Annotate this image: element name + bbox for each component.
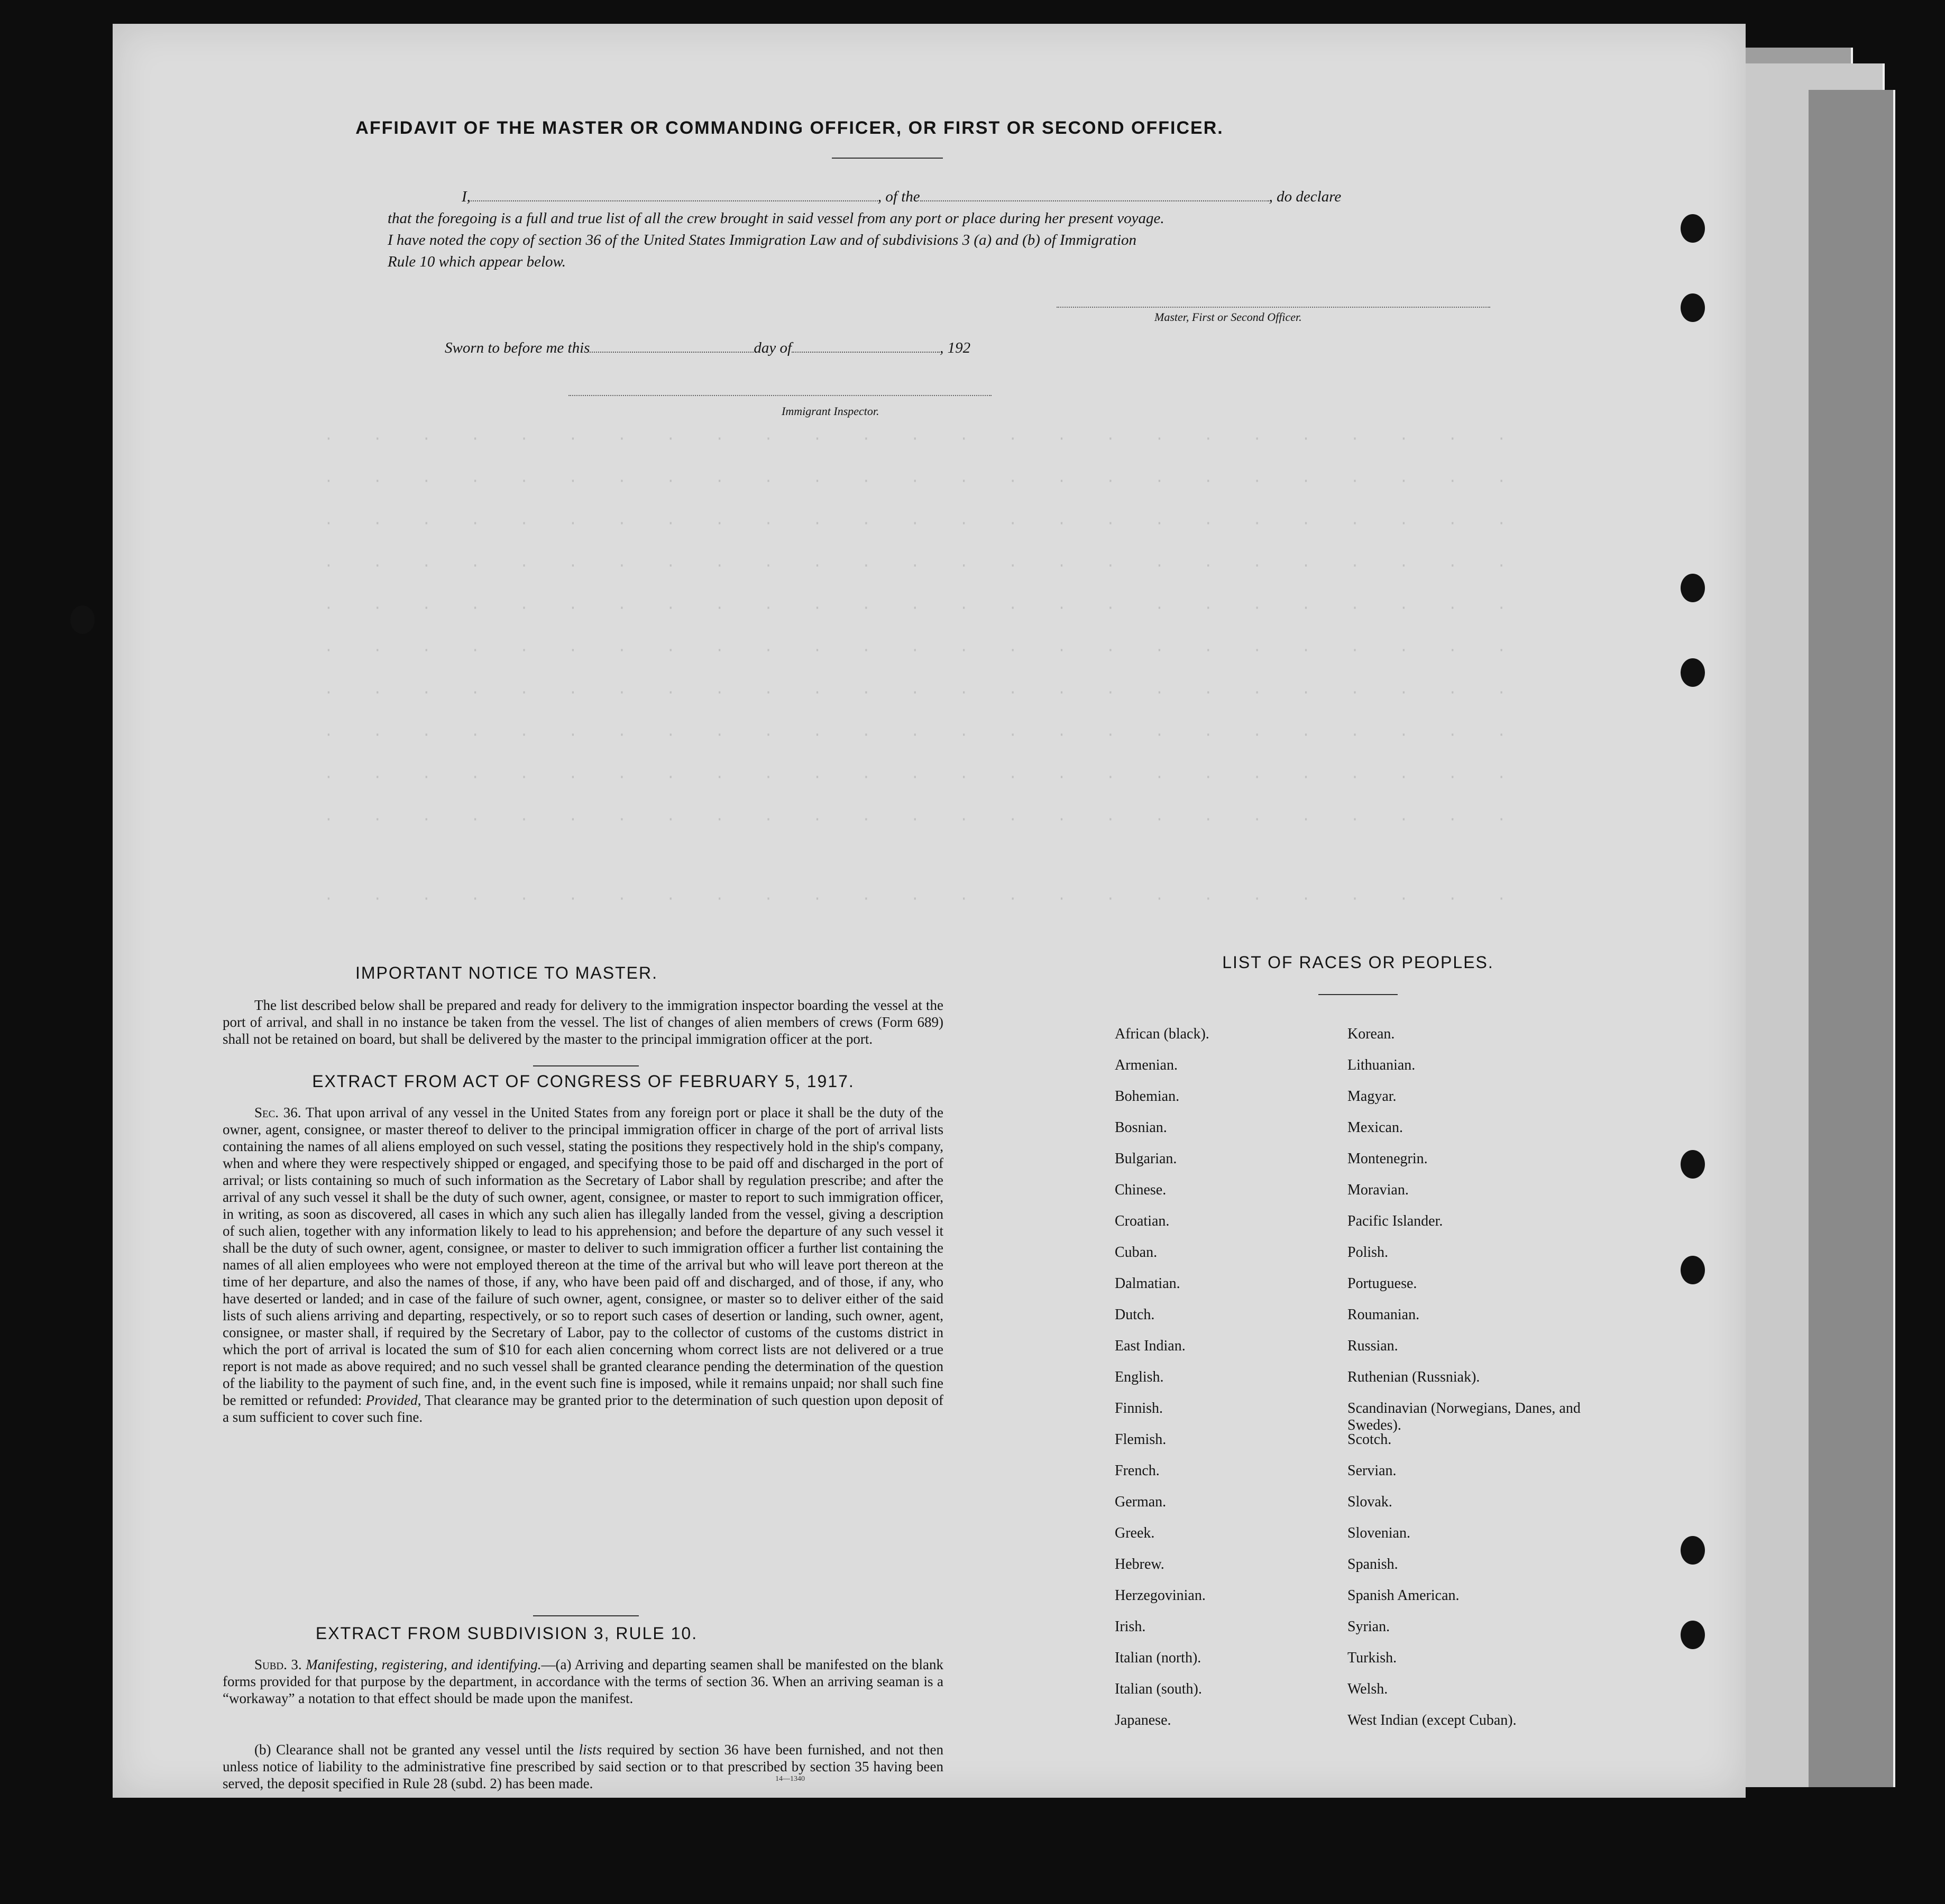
inspector-signature-line[interactable] <box>568 395 992 396</box>
punch-hole <box>1681 658 1705 687</box>
race-item: Italian (north). <box>1115 1650 1201 1666</box>
affidavit-do-declare: , do declare <box>1269 188 1342 205</box>
race-item: Ruthenian (Russniak). <box>1347 1369 1480 1385</box>
race-item: Chinese. <box>1115 1182 1167 1198</box>
race-item: Portuguese. <box>1347 1275 1417 1292</box>
lists-word: lists <box>579 1742 602 1758</box>
sworn-label: Sworn to before me this <box>445 339 590 356</box>
subdivision-label: Subd. 3. <box>254 1657 302 1672</box>
affidavit-title: AFFIDAVIT OF THE MASTER OR COMMANDING OFFICER, OR FIRST OR SECOND OFFICER. <box>355 118 1224 138</box>
rule-extract-title: EXTRACT FROM SUBDIVISION 3, RULE 10. <box>315 1624 698 1643</box>
punch-hole <box>1681 1621 1705 1649</box>
race-item: Cuban. <box>1115 1244 1158 1261</box>
affidavit-of-the: , of the <box>877 188 920 205</box>
race-item: Lithuanian. <box>1347 1057 1416 1073</box>
race-item: Montenegrin. <box>1347 1151 1428 1167</box>
race-item: Scandinavian (Norwegians, Danes, and Swedes). <box>1347 1400 1581 1433</box>
race-item: Slovenian. <box>1347 1525 1410 1541</box>
race-item: Bosnian. <box>1115 1119 1167 1136</box>
race-item: Finnish. <box>1115 1400 1163 1416</box>
race-item: Servian. <box>1347 1463 1397 1479</box>
year-label: , 192 <box>940 339 971 356</box>
race-item: Croatian. <box>1115 1213 1170 1229</box>
provided-word: Provided, <box>365 1392 421 1408</box>
race-item: French. <box>1115 1463 1160 1479</box>
notice-title: IMPORTANT NOTICE TO MASTER. <box>355 963 658 982</box>
sworn-day-blank[interactable] <box>590 340 754 353</box>
inspector-signature-label: Immigrant Inspector. <box>782 404 879 418</box>
master-signature-line[interactable] <box>1057 307 1490 308</box>
race-item: Mexican. <box>1347 1119 1403 1136</box>
subdivision-b-text <box>223 1741 943 1792</box>
race-item: English. <box>1115 1369 1164 1385</box>
sworn-line <box>445 337 1185 359</box>
affidavit-i-label: I, <box>462 188 471 205</box>
punch-hole <box>1681 1536 1705 1565</box>
punch-hole <box>70 605 95 634</box>
punch-hole <box>1681 574 1705 602</box>
race-item: Pacific Islander. <box>1347 1213 1443 1229</box>
subdivision-a-text <box>223 1656 943 1707</box>
affidavit-line-1 <box>388 186 1498 208</box>
race-item: Italian (south). <box>1115 1681 1202 1697</box>
master-signature-label: Master, First or Second Officer. <box>1154 310 1302 324</box>
race-item: German. <box>1115 1494 1167 1510</box>
notice-divider <box>533 1065 639 1066</box>
race-item: African (black). <box>1115 1026 1209 1042</box>
races-left-column <box>1115 1026 1337 1743</box>
act-divider <box>533 1615 639 1616</box>
subdivision-a-body: —(a) Arriving and departing seamen shall be manifested on the blank forms provided for that purpose by the department, in accordance with the terms of section 36. When an arriving seaman is a “workaway” a notation to that effect should be made upon the manifest. <box>223 1657 943 1706</box>
race-item: Korean. <box>1347 1026 1395 1042</box>
race-item: Dutch. <box>1115 1307 1155 1323</box>
race-item: Dalmatian. <box>1115 1275 1180 1292</box>
race-item: East Indian. <box>1115 1338 1186 1354</box>
affidavit-line-2: that the foregoing is a full and true list of all the crew brought in said vessel from any port or place during her present voyage. <box>388 210 1164 227</box>
section-36-body: That upon arrival of any vessel in the United States from any foreign port or place it shall be the duty of the owner, agent, consignee, or master thereof to deliver to the principal immigration officer in charge of the port of arrival lists containing the names of all aliens employed on such vessel, stating the positions they respectively hold in the ship's company, when and where they were respectively shipped or engaged, and specifying those to be paid off and discharged in the port of arrival; or lists containing so much of such information as the Secretary of Labor shall by regulation prescribe; and after the arrival of any such vessel it shall be the duty of such owner, agent, consignee, or master to report to such immigration officer, in writing, as soon as discovered, all cases in which any such alien has illegally landed from the vessel, giving a description of such alien, together with any information likely to lead to his apprehension; and before the departure of any such vessel it shall be the duty of such owner, agent, consignee, or master to deliver to such immigration officer a further list containing the names of all alien employees who were not employed thereon at the time of the arrival but who will leave port thereon at the time of her departure, and also the names of those, if any, who have been paid off and discharged, and of those, if any, who have deserted or landed; and in case of the failure of such owner, agent, consignee, or master so to deliver either of the said lists of such aliens arriving and departing, respectively, or so to report such cases of desertion or landing, such owner, agent, consignee, or master shall, if required by the Secretary of Labor, pay to the collector of customs of the customs district in which the port of arrival is located the sum of $10 for each alien concerning whom correct lists are not delivered or a true report is not made as above required; and no such vessel shall be granted clearance pending the determination of the question of the liability to the payment of such fine, and, in the event such fine is imposed, while it remains unpaid; nor shall such fine be remitted or refunded: <box>223 1105 943 1408</box>
subdivision-b-end: required by section 36 have been furnished, and not then unless notice of liability to the administrative fine prescribed by said section or to that prescribed by section 35 having been served, the deposit specified in Rule 28 (subd. 2) has been made. <box>223 1742 944 1791</box>
subdivision-heading: Manifesting, registering, and identifying. <box>306 1657 542 1672</box>
section-36-text <box>223 1104 943 1425</box>
race-item: Welsh. <box>1347 1681 1388 1697</box>
bleed-through-texture: · · · · · · · · · · · · · · · · · · · · · · · · · · · · · · · · · · · · · · · · · · · · · · · · · · · · · · · · · · · · · · · · · · · · · · · · · · · · · · · · · · · · · · · · · · · · · · · · · · · · · · · · · · · · · · · · · · · · · · · · · · · · · · · · · · · · · · · · · · · · · · · · · · · · · · · · · · · · · · · · · · · · · · · · · · · · · · · · · · · · · · · · · · · · · · · · · · · · · · · · · · · · · · · · · · · · · · · · · · · · · · · · · · · · · · · · · · · · · · · · · · · · · · · · · · · · · · · · · · · · · · · · · · · · · · · · · · · <box>324 431 1513 907</box>
race-item: Scotch. <box>1347 1431 1392 1448</box>
section-36-end: That clearance may be granted prior to the determination of such question upon deposit of a sum sufficient to cover such fine. <box>223 1392 944 1425</box>
section-label: Sec. 36. <box>254 1105 301 1120</box>
races-divider <box>1318 994 1398 995</box>
race-item: Hebrew. <box>1115 1556 1164 1572</box>
document-page <box>113 24 1746 1798</box>
race-item: Armenian. <box>1115 1057 1178 1073</box>
vessel-blank[interactable] <box>920 189 1269 201</box>
race-item: Moravian. <box>1347 1182 1409 1198</box>
title-underline <box>832 158 943 159</box>
race-item: Spanish American. <box>1347 1587 1460 1604</box>
race-item: Japanese. <box>1115 1712 1171 1728</box>
affidavit-line-3: I have noted the copy of section 36 of the United States Immigration Law and of subdivisions 3 (a) and (b) of Immigration <box>388 232 1137 249</box>
punch-hole <box>1681 214 1705 243</box>
race-item: West Indian (except Cuban). <box>1347 1712 1517 1728</box>
day-of-label: day of <box>754 339 792 356</box>
act-extract-title: EXTRACT FROM ACT OF CONGRESS OF FEBRUARY 5, 1917. <box>312 1072 855 1091</box>
race-item: Syrian. <box>1347 1618 1390 1635</box>
race-item: Bohemian. <box>1115 1088 1180 1105</box>
subdivision-b-start: (b) Clearance shall not be granted any vessel until the <box>254 1742 574 1758</box>
sworn-month-blank[interactable] <box>792 340 940 353</box>
races-title: LIST OF RACES OR PEOPLES. <box>1222 953 1494 972</box>
race-item: Russian. <box>1347 1338 1398 1354</box>
race-item: Roumanian. <box>1347 1307 1420 1323</box>
race-item: Turkish. <box>1347 1650 1397 1666</box>
race-item: Spanish. <box>1347 1556 1398 1572</box>
form-number: 14—1340 <box>775 1775 805 1783</box>
race-item: Slovak. <box>1347 1494 1392 1510</box>
race-item: Irish. <box>1115 1618 1146 1635</box>
race-item: Herzegovinian. <box>1115 1587 1206 1604</box>
race-item: Bulgarian. <box>1115 1151 1177 1167</box>
race-item: Greek. <box>1115 1525 1155 1541</box>
race-item: Magyar. <box>1347 1088 1397 1105</box>
race-item: Flemish. <box>1115 1431 1167 1448</box>
affidavit-line-4: Rule 10 which appear below. <box>388 253 566 270</box>
race-item: Polish. <box>1347 1244 1389 1261</box>
punch-hole <box>1681 1256 1705 1284</box>
underlying-page <box>1809 90 1895 1787</box>
notice-text: The list described below shall be prepared and ready for delivery to the immigration inspector boarding the vessel at the port of arrival, and shall in no instance be taken from the vessel. The list of changes of alien members of crews (Form 689) shall not be retained on board, but shall be delivered by the master to the principal immigration officer at the port. <box>223 997 943 1047</box>
punch-hole <box>1681 293 1705 322</box>
races-right-column <box>1347 1026 1596 1743</box>
punch-hole <box>1681 1150 1705 1179</box>
name-blank[interactable] <box>471 189 878 201</box>
